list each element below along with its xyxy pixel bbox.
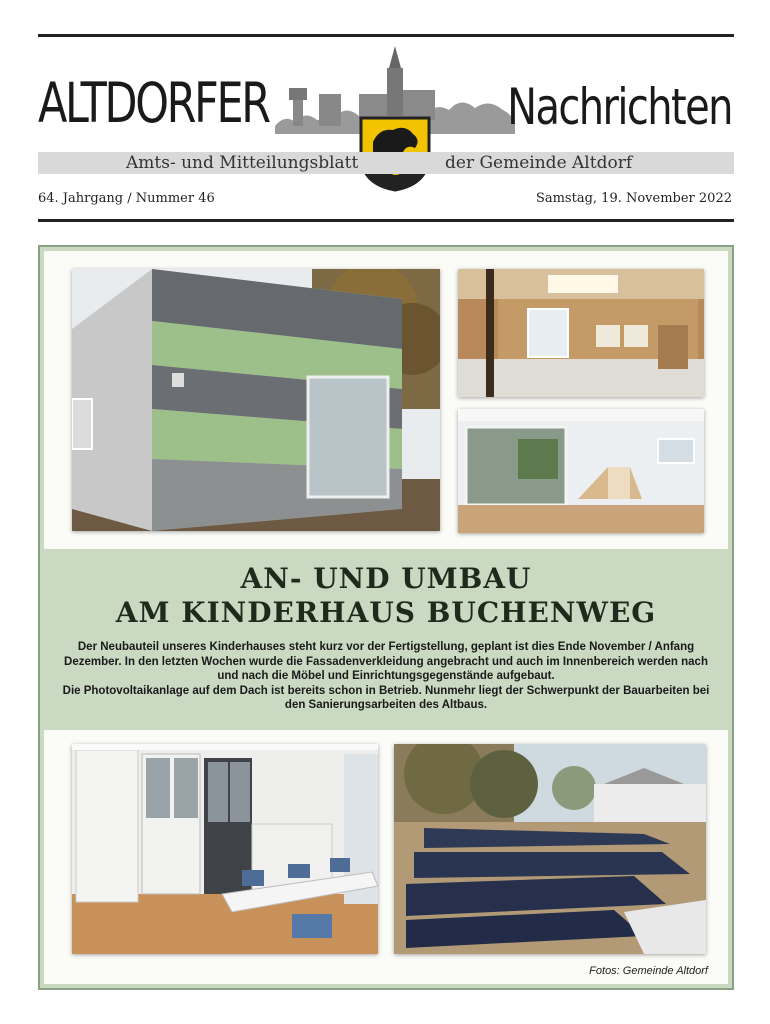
article-body <box>56 640 716 713</box>
photo-credit: Fotos: Gemeinde Altdorf <box>589 965 708 977</box>
photo-playroom <box>458 409 704 533</box>
photo-building-exterior <box>72 269 440 531</box>
subtitle-right: der Gemeinde Altdorf <box>445 153 633 173</box>
article-paragraph-1: Der Neubauteil unseres Kinderhauses steht kurz vor der Fertigstellung, geplant ist dies Ende November / Anfang Dezember. In den letzten Wochen wurde die Fassadenverkleidung angebracht und auch im Innenbereich werden nach und nach die Möbel und Einrichtungsgegenstände aufgebaut. <box>64 641 708 682</box>
issue-number: 64. Jahrgang / Nummer 46 <box>38 191 215 206</box>
photo-interior-wood <box>458 269 704 397</box>
bottom-rule <box>38 219 734 222</box>
article-paragraph-2: Die Photovoltaikanlage auf dem Dach ist bereits schon in Betrieb. Nunmehr liegt der Schwerpunkt der Bauarbeiten bei den Sanierungsarbeiten des Altbaus. <box>62 684 710 711</box>
headline-line-2: AM KINDERHAUS BUCHENWEG <box>115 596 657 629</box>
top-rule <box>38 34 734 37</box>
issue-date: Samstag, 19. November 2022 <box>535 191 732 206</box>
subtitle-left: Amts- und Mitteilungsblatt <box>126 153 359 173</box>
masthead-title-right: Nachrichten <box>507 78 732 136</box>
masthead-title-left: ALTDORFER <box>38 71 269 135</box>
article-headline <box>44 562 728 630</box>
photo-meeting-room <box>72 744 378 954</box>
headline-line-1: AN- UND UMBAU <box>240 562 532 595</box>
photo-solar-roof <box>394 744 706 954</box>
